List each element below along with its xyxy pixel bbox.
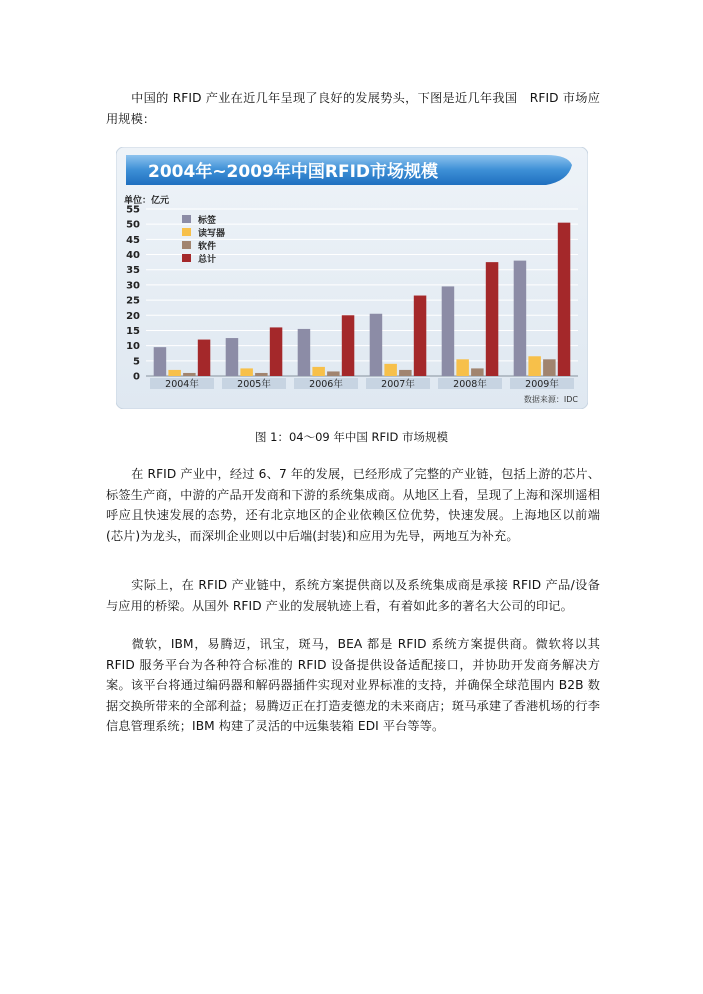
bar bbox=[414, 296, 427, 376]
bar bbox=[384, 364, 397, 376]
bar bbox=[240, 368, 253, 376]
bar bbox=[456, 359, 469, 376]
paragraph-text: 实际上，在 RFID 产业链中，系统方案提供商以及系统集成商是承接 RFID 产品/设备与应用的桥梁。从国外 RFID 产业的发展轨迹上看，有着如此多的著名大公司的印记。 bbox=[106, 578, 600, 613]
unit-label: 单位：亿元 bbox=[124, 196, 170, 206]
bar bbox=[255, 373, 268, 376]
bar bbox=[198, 340, 211, 376]
legend-swatch bbox=[182, 241, 191, 249]
y-tick-label: 20 bbox=[126, 310, 140, 322]
bar bbox=[342, 315, 355, 376]
legend-swatch bbox=[182, 215, 191, 223]
x-tick-label: 2007年 bbox=[381, 379, 415, 390]
bar bbox=[168, 370, 181, 376]
bar bbox=[270, 327, 283, 376]
intro-paragraph bbox=[106, 88, 600, 129]
legend-label: 软件 bbox=[198, 242, 217, 252]
x-tick-label: 2006年 bbox=[309, 379, 343, 390]
bar bbox=[298, 329, 311, 376]
chart-title: 2004年~2009年中国RFID市场规模 bbox=[148, 162, 439, 182]
rfid-market-chart bbox=[116, 147, 588, 409]
y-tick-label: 5 bbox=[133, 356, 140, 368]
figure-caption: 图 1：04～09 年中国 RFID 市场规模 bbox=[254, 430, 449, 444]
paragraph-industry-chain bbox=[106, 464, 600, 546]
bar bbox=[528, 356, 541, 376]
paragraph-text: 在 RFID 产业中，经过 6、7 年的发展，已经形成了完整的产业链，包括上游的芯片、标签生产商，中游的产品开发商和下游的系统集成商。从地区上看，呈现了上海和深圳遥相呼应且快速发展的态势，还有北京地区的企业依赖区位优势，快速发展。上海地区以前端(芯片)为龙头，而深圳企业则以中后端(封装)和应用为先导，两地互为补充。 bbox=[106, 467, 600, 543]
legend-label: 标签 bbox=[198, 216, 217, 226]
y-tick-label: 50 bbox=[126, 219, 140, 231]
x-tick-label: 2009年 bbox=[525, 379, 559, 390]
bar bbox=[558, 223, 571, 376]
y-tick-label: 10 bbox=[126, 341, 140, 353]
bar bbox=[471, 368, 484, 376]
bar bbox=[543, 359, 556, 376]
bar bbox=[183, 373, 196, 376]
bar bbox=[226, 338, 239, 376]
legend-swatch bbox=[182, 254, 191, 262]
bar bbox=[327, 371, 340, 376]
x-tick-label: 2005年 bbox=[237, 379, 271, 390]
y-tick-label: 15 bbox=[126, 325, 140, 337]
y-tick-label: 25 bbox=[126, 295, 140, 307]
paragraph-system-integrators bbox=[106, 575, 600, 616]
bar bbox=[442, 286, 455, 376]
y-tick-label: 30 bbox=[126, 280, 140, 292]
y-tick-label: 45 bbox=[126, 234, 140, 246]
bar bbox=[514, 261, 527, 376]
x-tick-label: 2008年 bbox=[453, 379, 487, 390]
bar bbox=[312, 367, 325, 376]
y-tick-label: 35 bbox=[126, 265, 140, 277]
paragraph-text: 微软，IBM，易腾迈，讯宝，斑马，BEA 都是 RFID 系统方案提供商。微软将以其 RFID 服务平台为各种符合标准的 RFID 设备提供设备适配接口，并协助开发商务解决方案。该平台将通过编码器和解码器插件实现对业界标准的支持，并确保全球范围内 B2B 数据交换所带来的全部利益；易腾迈正在打造麦德龙的未来商店；斑马承建了香港机场的行李信息管理系统；IBM 构建了灵活的中远集装箱 EDI 平台等等。 bbox=[106, 637, 600, 733]
intro-text: 中国的 RFID 产业在近几年呈现了良好的发展势头，下图是近几年我国 RFID 市场应用规模： bbox=[106, 91, 600, 126]
bar bbox=[399, 370, 412, 376]
bar bbox=[154, 347, 167, 376]
legend-label: 读写器 bbox=[198, 229, 226, 239]
y-tick-label: 55 bbox=[126, 204, 140, 216]
legend-label: 总计 bbox=[198, 255, 217, 265]
bar bbox=[370, 314, 383, 376]
y-tick-label: 0 bbox=[133, 371, 140, 383]
paragraph-vendors bbox=[106, 634, 600, 737]
legend-swatch bbox=[182, 228, 191, 236]
y-tick-label: 40 bbox=[126, 250, 140, 262]
x-tick-label: 2004年 bbox=[165, 379, 199, 390]
bar bbox=[486, 262, 499, 376]
source-label: 数据来源：IDC bbox=[523, 395, 578, 404]
